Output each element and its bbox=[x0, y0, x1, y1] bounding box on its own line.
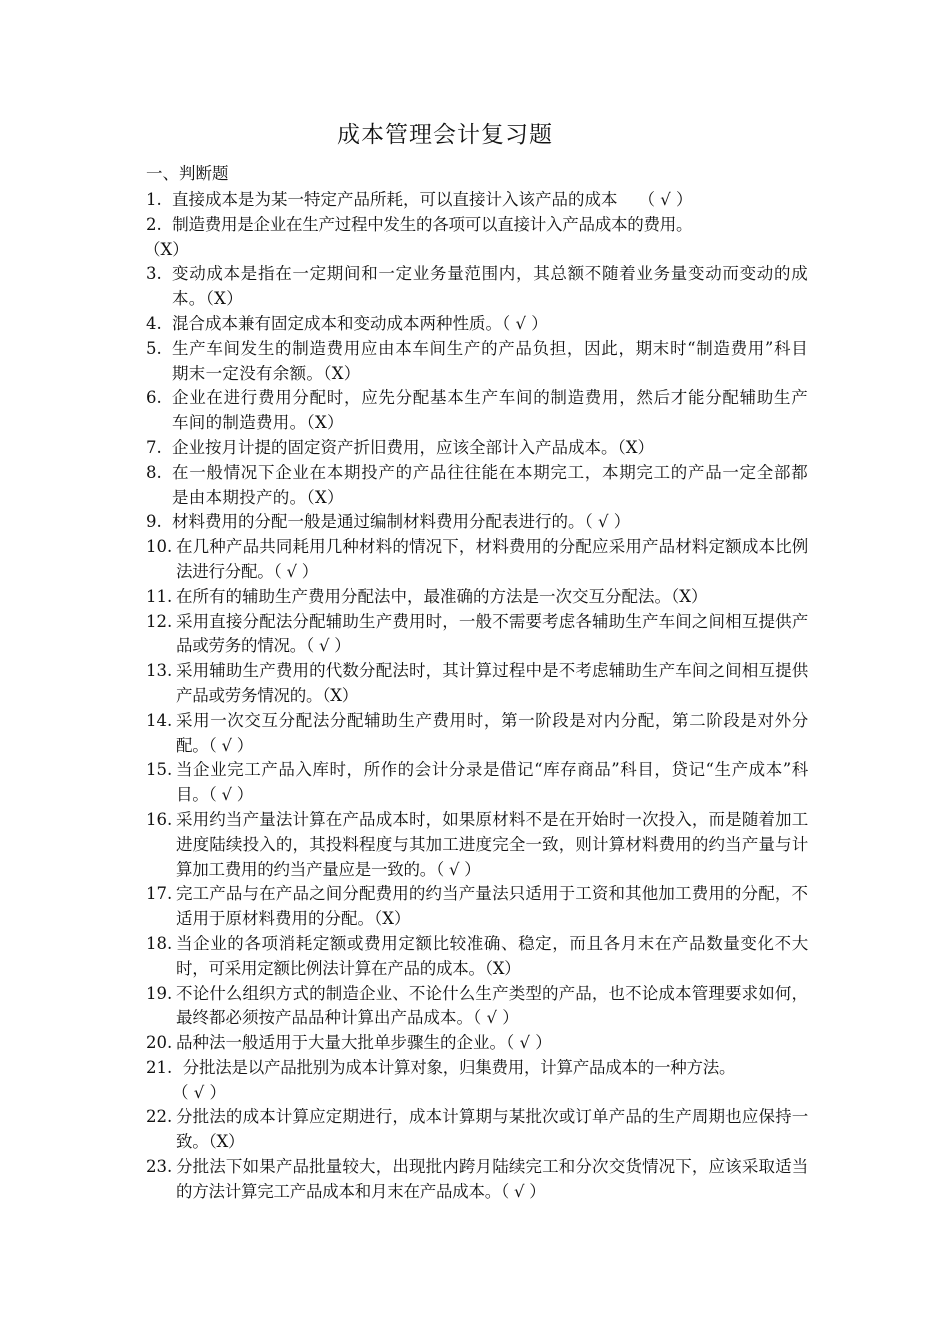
question-text: 采用直接分配法分配辅助生产费用时，一般不需要考虑各辅助生产车间之间相互提供产品或劳务的情况。 bbox=[176, 611, 808, 656]
question-text: 变动成本是指在一定期间和一定业务量范围内，其总额不随着业务量变动而变动的成本。 bbox=[172, 264, 808, 309]
question-item bbox=[0, 882, 950, 932]
question-item bbox=[0, 262, 950, 312]
question-text: 分批法下如果产品批量较大，出现批内跨月陆续完工和分次交货情况下，应该采取适当的方法计算完工产品成本和月末在产品成本。 bbox=[176, 1157, 808, 1201]
question-number: 16. bbox=[146, 809, 173, 829]
question-text: 采用约当产量法计算在产品成本时，如果原材料不是在开始时一次投入，而是随着加工进度陆续投入的，其投料程度与其加工进度完全一致，则计算材料费用的约当产量与计算加工费用的约当产量应是一致的。 bbox=[176, 809, 808, 879]
question-item bbox=[0, 312, 950, 337]
question-answer: （ √ ） bbox=[306, 636, 351, 656]
question-answer: （ √ ） bbox=[208, 735, 254, 755]
question-item bbox=[0, 758, 950, 808]
question-answer: （X） bbox=[323, 363, 361, 383]
question-answer: （ √ ） bbox=[501, 1181, 546, 1201]
question-answer: （ √ ） bbox=[584, 512, 631, 532]
question-text: 生产车间发生的制造费用应由本车间生产的产品负担，因此，期末时“制造费用”科目期末一定没有余额。 bbox=[172, 338, 808, 383]
question-item bbox=[0, 386, 950, 436]
question-number: 13. bbox=[146, 661, 173, 681]
question-number: 15. bbox=[146, 760, 173, 780]
question-text: 在所有的辅助生产费用分配法中，最准确的方法是一次交互分配法。 bbox=[176, 586, 671, 606]
question-number: 3. bbox=[146, 264, 162, 284]
question-text: 在一般情况下企业在本期投产的产品往往能在本期完工，本期完工的产品一定全部都是由本期投产的。 bbox=[172, 462, 808, 507]
question-item bbox=[0, 510, 950, 535]
question-item bbox=[0, 461, 950, 511]
question-answer: （X） bbox=[208, 1132, 245, 1152]
question-text: 当企业完工产品入库时，所作的会计分录是借记“库存商品”科目，贷记“生产成本”科目。 bbox=[176, 760, 808, 805]
question-text: 分批法的成本计算应定期进行，成本计算期与某批次或订单产品的生产周期也应保持一致。 bbox=[176, 1107, 808, 1152]
question-answer: （ √ ） bbox=[208, 785, 254, 805]
question-number: 20. bbox=[146, 1033, 173, 1053]
question-number: 23. bbox=[146, 1157, 173, 1177]
question-number: 19. bbox=[146, 983, 173, 1003]
question-answer: （ √ ） bbox=[506, 1033, 552, 1053]
question-number: 7. bbox=[146, 437, 162, 457]
question-number: 10. bbox=[146, 537, 173, 557]
question-text: 采用一次交互分配法分配辅助生产费用时，第一阶段是对内分配，第二阶段是对外分配。 bbox=[176, 710, 808, 755]
question-item bbox=[0, 585, 950, 610]
question-answer: （X） bbox=[617, 437, 654, 457]
question-item bbox=[0, 213, 810, 263]
question-item bbox=[0, 535, 950, 585]
question-answer: （X） bbox=[322, 685, 358, 705]
question-list bbox=[0, 188, 950, 1205]
question-answer: （X） bbox=[374, 909, 411, 929]
question-item bbox=[0, 709, 950, 759]
question-answer: （X） bbox=[671, 586, 708, 606]
question-item bbox=[0, 982, 950, 1032]
question-text: 采用辅助生产费用的代数分配法时，其计算过程中是不考虑辅助生产车间之间相互提供产品或劳务情况的。 bbox=[176, 661, 808, 705]
question-answer: （X） bbox=[306, 413, 344, 433]
question-item bbox=[0, 1056, 810, 1106]
question-item bbox=[0, 808, 950, 882]
question-answer: （ √ ） bbox=[638, 190, 693, 209]
question-answer: （X） bbox=[144, 239, 189, 259]
question-number: 2. bbox=[146, 214, 162, 234]
question-text: 混合成本兼有固定成本和变动成本两种性质。 bbox=[172, 313, 502, 333]
question-item bbox=[0, 932, 950, 982]
question-number: 17. bbox=[146, 884, 173, 904]
question-item bbox=[0, 659, 950, 709]
question-answer: （X） bbox=[484, 958, 521, 978]
question-answer: （ √ ） bbox=[473, 1008, 519, 1028]
question-answer: （ √ ） bbox=[502, 313, 548, 333]
question-item bbox=[0, 188, 950, 213]
question-text: 材料费用的分配一般是通过编制材料费用分配表进行的。 bbox=[172, 512, 585, 532]
question-number: 5. bbox=[146, 338, 162, 358]
question-answer: （X） bbox=[205, 289, 244, 309]
question-item bbox=[0, 337, 950, 387]
question-answer: （ √ ） bbox=[273, 561, 319, 581]
question-number: 21. bbox=[146, 1057, 173, 1077]
question-text: 直接成本是为某一特定产品所耗，可以直接计入该产品的成本 bbox=[172, 190, 618, 209]
question-answer: （ √ ） bbox=[436, 859, 481, 879]
question-item bbox=[0, 436, 950, 461]
document-title: 成本管理会计复习题 bbox=[337, 122, 553, 148]
question-text: 完工产品与在产品之间分配费用的约当产量法只适用于工资和其他加工费用的分配，不适用于原材料费用的分配。 bbox=[176, 884, 808, 929]
question-text: 制造费用是企业在生产过程中发生的各项可以直接计入产品成本的费用。 bbox=[172, 214, 693, 234]
question-answer: （X） bbox=[306, 487, 344, 507]
question-text: 不论什么组织方式的制造企业、不论什么生产类型的产品，也不论成本管理要求如何，最终都必须按产品品种计算出产品成本。 bbox=[176, 983, 808, 1028]
question-number: 11. bbox=[146, 586, 173, 606]
question-answer: （ √ ） bbox=[172, 1082, 227, 1102]
question-number: 9. bbox=[146, 512, 162, 532]
question-number: 1. bbox=[146, 190, 162, 209]
question-text: 在几种产品共同耗用几种材料的情况下，材料费用的分配应采用产品材料定额成本比例法进行分配。 bbox=[176, 537, 808, 581]
question-text: 品种法一般适用于大量大批单步骤生的企业。 bbox=[176, 1033, 506, 1053]
question-number: 22. bbox=[146, 1107, 173, 1127]
section-heading: 一、判断题 bbox=[146, 164, 229, 183]
question-number: 14. bbox=[146, 710, 173, 730]
question-text: 分批法是以产品批别为成本计算对象，归集费用，计算产品成本的一种方法。 bbox=[182, 1057, 736, 1077]
question-number: 4. bbox=[146, 313, 162, 333]
question-number: 12. bbox=[146, 611, 173, 631]
question-number: 6. bbox=[146, 388, 162, 408]
question-number: 18. bbox=[146, 933, 173, 953]
question-item bbox=[0, 1031, 950, 1056]
question-item bbox=[0, 1105, 950, 1155]
question-item bbox=[0, 610, 950, 660]
question-item bbox=[0, 1155, 950, 1205]
question-text: 企业在进行费用分配时，应先分配基本生产车间的制造费用，然后才能分配辅助生产车间的制造费用。 bbox=[172, 388, 808, 433]
question-number: 8. bbox=[146, 462, 162, 482]
question-text: 当企业的各项消耗定额或费用定额比较准确、稳定，而且各月末在产品数量变化不大时，可采用定额比例法计算在产品的成本。 bbox=[176, 933, 808, 978]
question-text: 企业按月计提的固定资产折旧费用，应该全部计入产品成本。 bbox=[172, 437, 618, 457]
